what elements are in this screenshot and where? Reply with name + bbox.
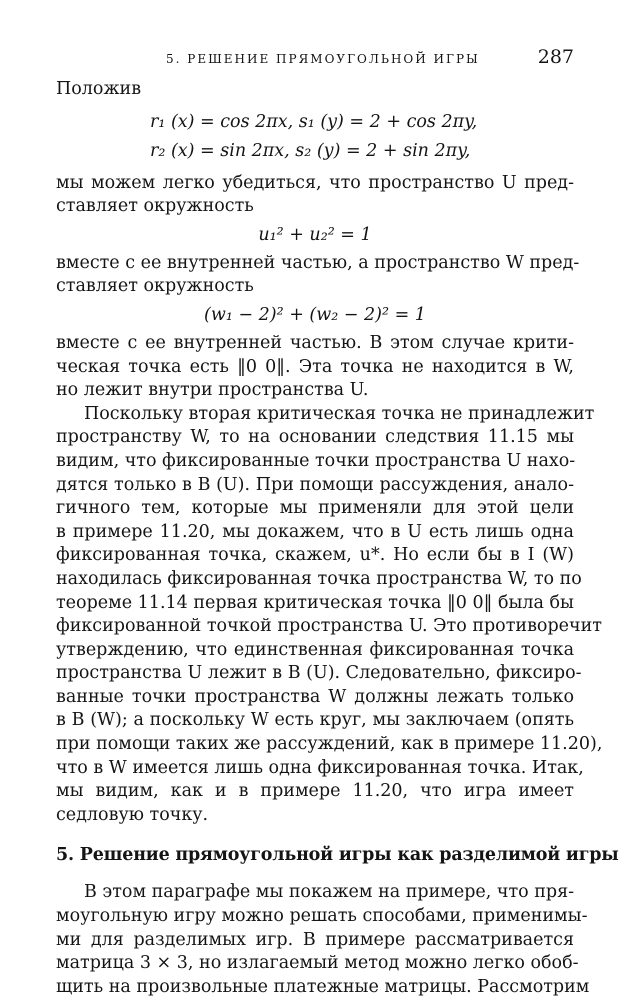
text-line: ческая точка есть ‖0 0‖. Эта точка не находится в W, xyxy=(56,356,574,377)
text-line: моугольную игру можно решать способами, применимы- xyxy=(56,906,588,927)
formula-block-r-s xyxy=(56,108,574,166)
text-line: при помощи таких же рассуждений, как в примере 11.20), xyxy=(56,734,603,755)
text-line: пространства U лежит в B (U). Следовательно, фиксиро- xyxy=(56,663,582,684)
text-line: вместе с ее внутренней частью. В этом случае крити- xyxy=(56,332,574,353)
text-line: дятся только в B (U). При помощи рассуждения, анало- xyxy=(56,474,574,495)
paragraph-3 xyxy=(56,332,574,403)
formula-line: r₁ (x) = cos 2πx, s₁ (y) = 2 + cos 2πy, xyxy=(150,111,478,132)
text-line: пространству W, то на основании следствия 11.15 мы xyxy=(56,427,574,448)
formula-circle-u: u₁² + u₂² = 1 xyxy=(258,224,372,245)
section-title: 5. Решение прямоугольной игры как разделимой игры xyxy=(56,845,619,866)
book-page xyxy=(56,44,619,999)
text-line: что в W имеется лишь одна фиксированная точка. Итак, xyxy=(56,757,584,778)
page-header xyxy=(56,44,574,78)
paragraph-1 xyxy=(56,172,574,219)
running-head: 5. РЕШЕНИЕ ПРЯМОУГОЛЬНОЙ ИГРЫ xyxy=(166,52,480,66)
text-line: седловую точку. xyxy=(56,804,209,825)
text-line: ми для разделимых игр. В примере рассматривается xyxy=(56,929,574,950)
paragraph-4 xyxy=(56,403,603,828)
text-line: ставляет окружность xyxy=(56,196,254,217)
text-line: Поскольку вторая критическая точка не принадлежит xyxy=(84,403,595,424)
page-number: 287 xyxy=(537,46,574,68)
text-line: ванные точки пространства W должны лежать только xyxy=(56,686,574,707)
text-line: В этом параграфе мы покажем на примере, что пря- xyxy=(84,882,575,903)
paragraph-5 xyxy=(56,881,590,999)
text-line: матрица 3 × 3, но излагаемый метод можно легко обоб- xyxy=(56,953,579,974)
text-line: фиксированной точкой пространства U. Это противоречит xyxy=(56,616,602,637)
text-line: находилась фиксированная точка пространства W, то по xyxy=(56,568,582,589)
text-line: видим, что фиксированные точки пространства U нахо- xyxy=(56,450,576,471)
text-line: щить на произвольные платежные матрицы. Рассмотрим xyxy=(56,976,590,997)
text-line: вместе с ее внутренней частью, а пространство W пред- xyxy=(56,252,580,273)
text-line: в примере 11.20, мы докажем, что в U есть лишь одна xyxy=(56,521,574,542)
text-line: гичного тем, которые мы применяли для этой цели xyxy=(56,498,574,519)
intro-line: Положив xyxy=(56,79,142,99)
text-line: но лежит внутри пространства U. xyxy=(56,380,369,401)
text-line: мы можем легко убедиться, что пространство U пред- xyxy=(56,172,574,193)
text-line: ставляет окружность xyxy=(56,276,254,297)
text-line: в B (W); а поскольку W есть круг, мы заключаем (опять xyxy=(56,710,574,731)
text-line: теореме 11.14 первая критическая точка ‖0 0‖ была бы xyxy=(56,592,574,613)
text-line: утверждению, что единственная фиксированная точка xyxy=(56,639,574,660)
formula-circle-w: (w₁ − 2)² + (w₂ − 2)² = 1 xyxy=(204,304,426,325)
text-line: мы видим, как и в примере 11.20, что игра имеет xyxy=(56,781,574,802)
paragraph-2 xyxy=(56,252,580,299)
text-line: фиксированная точка, скажем, u*. Но если бы в I (W) xyxy=(56,545,574,566)
formula-line: r₂ (x) = sin 2πx, s₂ (y) = 2 + sin 2πy, xyxy=(150,140,471,161)
